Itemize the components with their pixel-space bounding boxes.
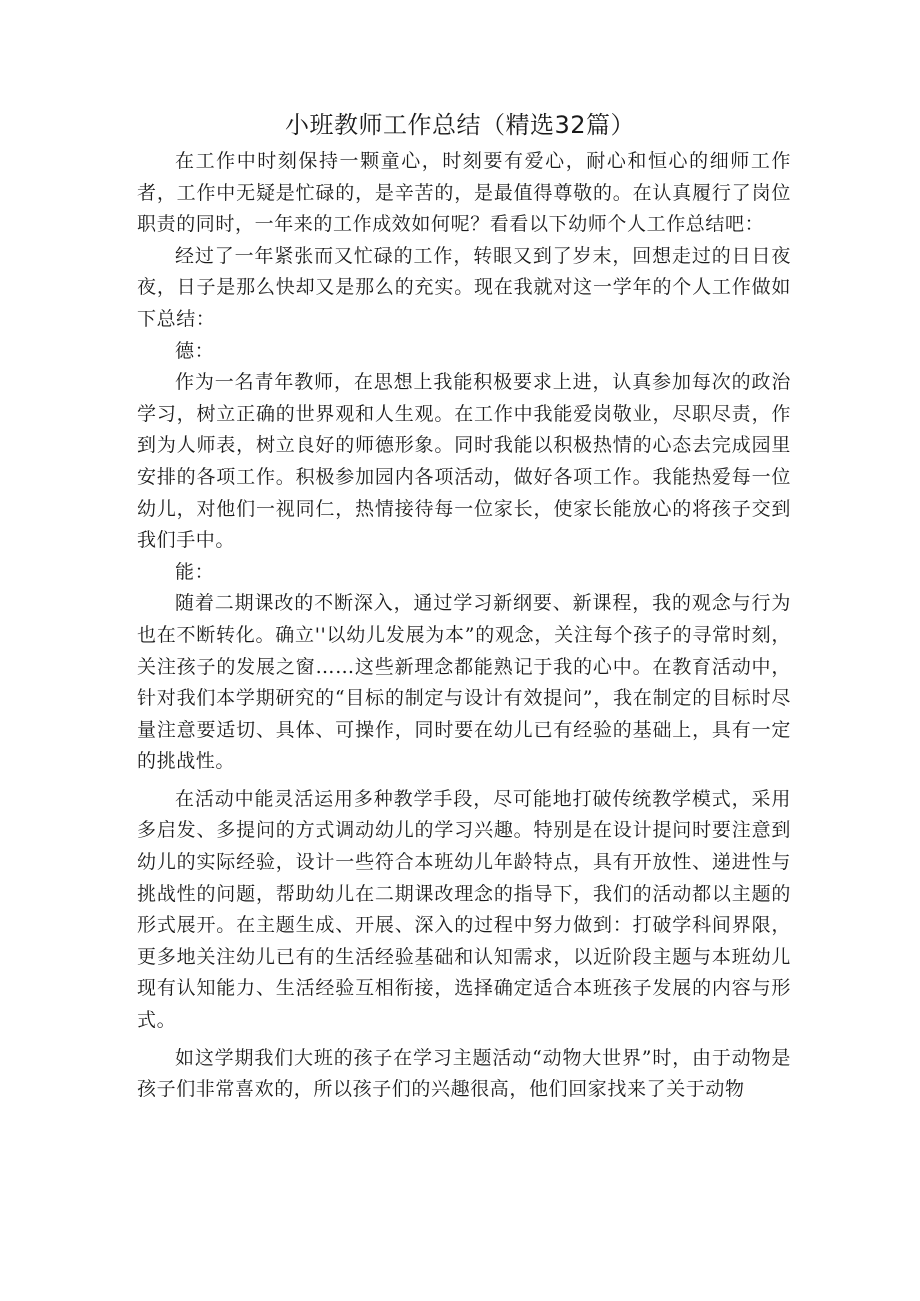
document-title: 小班教师工作总结（精选32篇） bbox=[284, 111, 636, 139]
paragraph-summary-opening: 经过了一年紧张而又忙碌的工作，转眼又到了岁末，回想走过的日日夜夜，日子是那么快却又是那么的充实。现在我就对这一学年的个人工作做如下总结： bbox=[137, 244, 791, 330]
section-heading-neng: 能： bbox=[175, 560, 215, 583]
paragraph-neng-teaching-methods: 在活动中能灵活运用多种教学手段，尽可能地打破传统教学模式，采用多启发、多提问的方式调动幼儿的学习兴趣。特别是在设计提问时要注意到幼儿的实际经验，设计一些符合本班幼儿年龄特点，具有开放性、递进性与挑战性的问题，帮助幼儿在二期课改理念的指导下，我们的活动都以主题的形式展开。在主题生成、开展、深入的过程中努力做到：打破学科间界限，更多地关注幼儿已有的生活经验基础和认知需求，以近阶段主题与本班幼儿现有认知能力、生活经验互相衔接，选择确定适合本班孩子发展的内容与形式。 bbox=[137, 787, 791, 1032]
paragraph-neng-curriculum: 随着二期课改的不断深入，通过学习新纲要、新课程，我的观念与行为也在不断转化。确立''以幼儿发展为本”的观念，关注每个孩子的寻常时刻，关注孩子的发展之窗……这些新理念都能熟记于我的心中。在教育活动中，针对我们本学期研究的“目标的制定与设计有效提问”，我在制定的目标时尽量注意要适切、具体、可操作，同时要在幼儿已有经验的基础上，具有一定的挑战性。 bbox=[137, 592, 791, 773]
section-heading-de: 德： bbox=[175, 339, 215, 362]
paragraph-de-content: 作为一名青年教师，在思想上我能积极要求上进，认真参加每次的政治学习，树立正确的世界观和人生观。在工作中我能爱岗敬业，尽职尽责，作到为人师表，树立良好的师德形象。同时我能以积极热情的心态去完成园里安排的各项工作。积极参加园内各项活动，做好各项工作。我能热爱每一位幼儿，对他们一视同仁，热情接待每一位家长，使家长能放心的将孩子交到我们手中。 bbox=[137, 371, 791, 552]
paragraph-intro: 在工作中时刻保持一颗童心，时刻要有爱心，耐心和恒心的细师工作者，工作中无疑是忙碌的，是辛苦的，是最值得尊敬的。在认真履行了岗位职责的同时，一年来的工作成效如何呢？看看以下幼师个人工作总结吧： bbox=[137, 150, 791, 236]
document-body bbox=[137, 146, 791, 1106]
paragraph-animal-theme: 如这学期我们大班的孩子在学习主题活动“动物大世界”时，由于动物是孩子们非常喜欢的，所以孩子们的兴趣很高，他们回家找来了关于动物 bbox=[137, 1046, 791, 1101]
